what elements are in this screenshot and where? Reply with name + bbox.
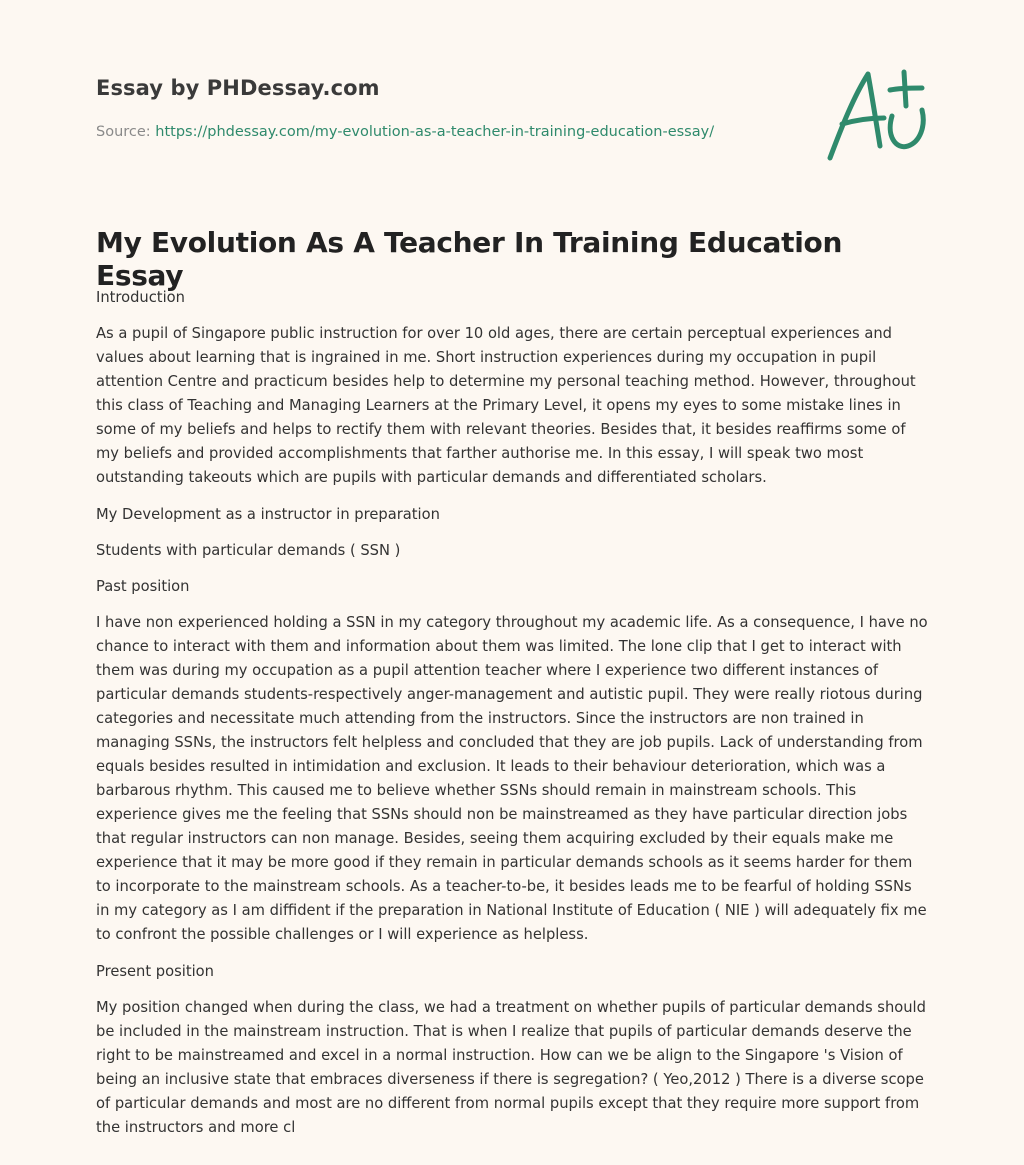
essay-heading-introduction: Introduction <box>96 289 185 306</box>
source-link[interactable]: https://phdessay.com/my-evolution-as-a-teacher-in-training-education-essay/ <box>155 124 715 140</box>
essay-paragraph: My position changed when during the class, we had a treatment on whether pupils of particular demands should be included in the mainstream instruction. That is when I realize that pupils of particular demands deserve the right to be mainstreamed and excel in a normal instruction. How can we be align to the Singapore 's Vision of being an inclusive state that embraces diverseness if there is segregation? ( Yeo,2012 ) There is a diverse scope of particular demands and most are no different from normal pupils except that they require more support from the instructors and more cl <box>96 999 926 1136</box>
brand-title: Essay by PHDessay.com <box>96 76 380 100</box>
essay-paragraph: As a pupil of Singapore public instruction for over 10 old ages, there are certain perceptual experiences and values about learning that is ingrained in me. Short instruction experiences during my occupation in pupil attention Centre and practicum besides help to determine my personal teaching method. However, throughout this class of Teaching and Managing Learners at the Primary Level, it opens my eyes to some mistake lines in some of my beliefs and helps to rectify them with relevant theories. Besides that, it besides reaffirms some of my beliefs and provided accomplishments that farther authorise me. In this essay, I will speak two most outstanding takeouts which are pupils with particular demands and differentiated scholars. <box>96 325 916 486</box>
essay-heading-development: My Development as a instructor in preparation <box>96 506 440 523</box>
essay-heading-ssn: Students with particular demands ( SSN ) <box>96 542 401 559</box>
source-line <box>96 124 714 140</box>
essay-title: My Evolution As A Teacher In Training Education Essay <box>96 226 843 292</box>
essay-paragraph: I have non experienced holding a SSN in my category throughout my academic life. As a consequence, I have no chance to interact with them and information about them was limited. The lone clip that I get to interact with them was during my occupation as a pupil attention teacher where I experience two different instances of particular demands students-respectively anger-management and autistic pupil. They were really riotous during categories and necessitate much attending from the instructors. Since the instructors are non trained in managing SSNs, the instructors felt helpless and concluded that they are job pupils. Lack of understanding from equals besides resulted in intimidation and exclusion. It leads to their behaviour deterioration, which was a barbarous rhythm. This caused me to believe whether SSNs should remain in mainstream schools. This experience gives me the feeling that SSNs should non be mainstreamed as they have particular direction jobs that regular instructors can non manage. Besides, seeing them acquiring excluded by their equals make me experience that it may be more good if they remain in particular demands schools as it seems harder for them to incorporate to the mainstream schools. As a teacher-to-be, it besides leads me to be fearful of holding SSNs in my category as I am diffident if the preparation in National Institute of Education ( NIE ) will adequately fix me to confront the possible challenges or I will experience as helpless. <box>96 614 928 943</box>
essay-heading-past-position: Past position <box>96 578 190 595</box>
source-label: Source: <box>96 124 151 140</box>
essay-body <box>96 286 928 1153</box>
essay-heading-present-position: Present position <box>96 963 214 980</box>
a-plus-icon <box>822 66 932 166</box>
